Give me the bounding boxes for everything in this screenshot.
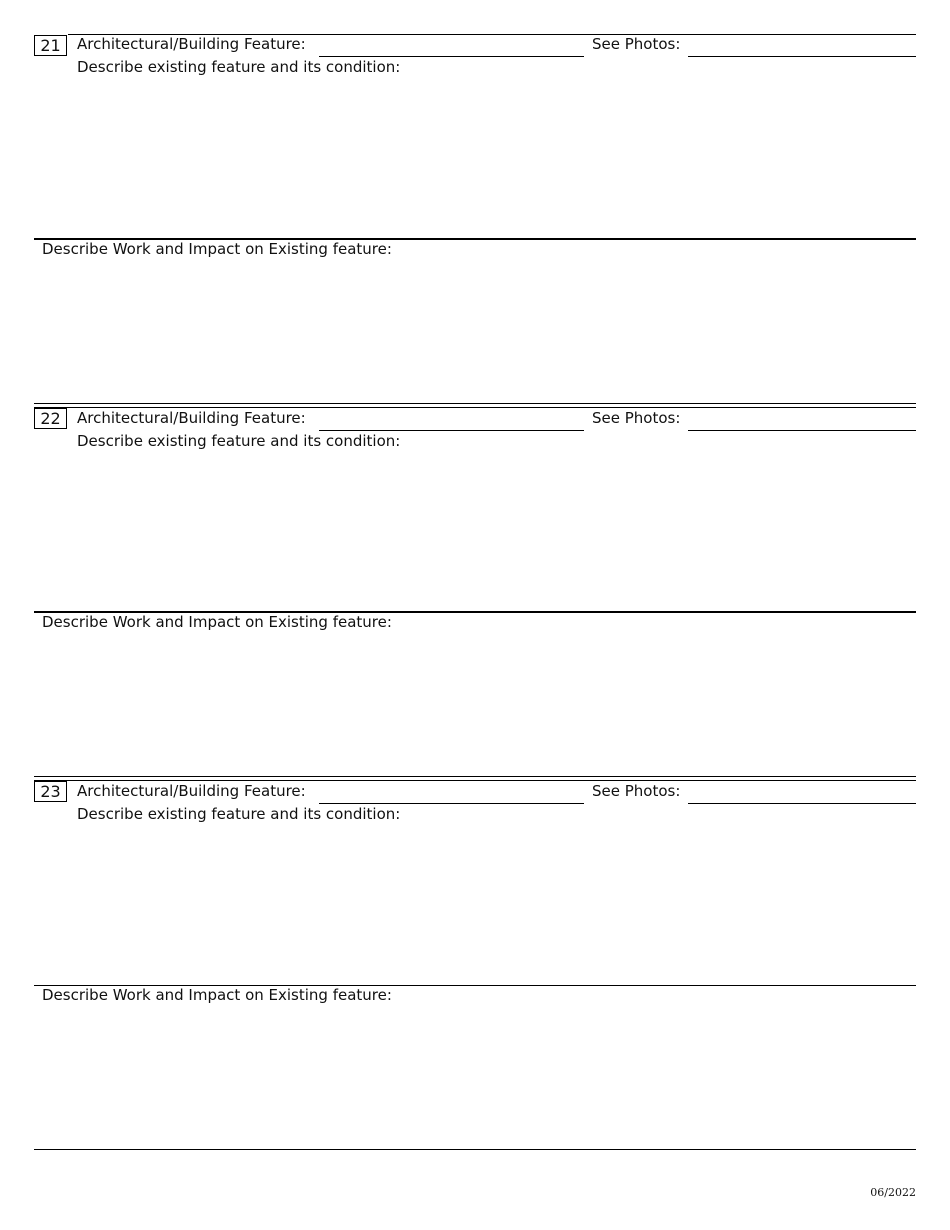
condition-label: Describe existing feature and its condition: [77,805,401,823]
condition-label: Describe existing feature and its condition: [77,58,401,76]
feature-label: Architectural/Building Feature: [77,782,306,800]
item-number: 23 [34,781,67,802]
section-top-rule [34,407,916,408]
see-photos-label: See Photos: [592,409,681,427]
see-photos-input[interactable] [688,782,916,804]
feature-input[interactable] [319,409,584,431]
section-bottom-rule [34,776,916,777]
condition-label: Describe existing feature and its condition: [77,432,401,450]
revision-date: 06/2022 [870,1186,916,1199]
see-photos-label: See Photos: [592,782,681,800]
see-photos-input[interactable] [688,409,916,431]
section-bottom-rule [34,1149,916,1150]
work-impact-label: Describe Work and Impact on Existing feature: [42,613,392,631]
work-impact-label: Describe Work and Impact on Existing feature: [42,240,392,258]
see-photos-label: See Photos: [592,35,681,53]
item-number: 22 [34,408,67,429]
see-photos-input[interactable] [688,35,916,57]
feature-label: Architectural/Building Feature: [77,35,306,53]
section-bottom-rule [34,403,916,404]
feature-input[interactable] [319,35,584,57]
work-impact-label: Describe Work and Impact on Existing feature: [42,986,392,1004]
feature-input[interactable] [319,782,584,804]
feature-label: Architectural/Building Feature: [77,409,306,427]
item-number: 21 [34,35,67,56]
section-top-rule [34,780,916,781]
